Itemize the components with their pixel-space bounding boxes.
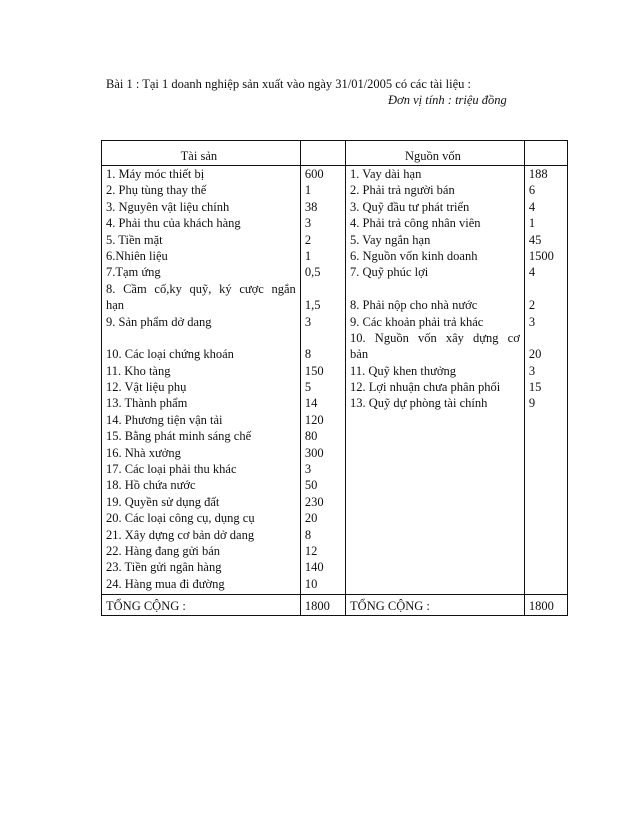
source-value (524, 428, 567, 444)
exercise-intro: Bài 1 : Tại 1 doanh nghiệp sản xuất vào ngày 31/01/2005 có các tài liệu : (106, 77, 471, 91)
source-name: 10. Nguồn vốn xây dựng cơ (346, 330, 525, 346)
asset-value: 2 (300, 232, 345, 248)
asset-value: 8 (300, 346, 345, 362)
source-value: 45 (524, 232, 567, 248)
source-name: 4. Phải trả công nhân viên (346, 215, 525, 231)
asset-value: 600 (300, 166, 345, 183)
asset-value: 3 (300, 461, 345, 477)
asset-value: 50 (300, 477, 345, 493)
table-row (102, 346, 568, 362)
source-value: 6 (524, 182, 567, 198)
table-row (102, 428, 568, 444)
header-asset-value (300, 141, 345, 166)
asset-name: hạn (102, 297, 301, 313)
source-name: 12. Lợi nhuận chưa phân phối (346, 379, 525, 395)
asset-value: 1 (300, 248, 345, 264)
table-row (102, 395, 568, 411)
source-value: 4 (524, 199, 567, 215)
table-row (102, 297, 568, 313)
source-name: 13. Quỹ dự phòng tài chính (346, 395, 525, 411)
asset-value: 150 (300, 363, 345, 379)
asset-value: 5 (300, 379, 345, 395)
table-row (102, 166, 568, 183)
source-value: 2 (524, 297, 567, 313)
unit-note: Đơn vị tính : triệu đồng (388, 93, 507, 107)
table-row (102, 527, 568, 543)
table-row (102, 314, 568, 330)
header-source-value (524, 141, 567, 166)
asset-value: 80 (300, 428, 345, 444)
asset-total-value: 1800 (300, 595, 345, 616)
asset-value: 230 (300, 494, 345, 510)
asset-name: 16. Nhà xưởng (102, 445, 301, 461)
header-assets: Tài sản (102, 141, 301, 166)
asset-total-label: TỔNG CỘNG : (102, 595, 301, 616)
asset-value: 3 (300, 314, 345, 330)
table-row (102, 494, 568, 510)
source-name: 3. Quỹ đầu tư phát triển (346, 199, 525, 215)
asset-name: 11. Kho tàng (102, 363, 301, 379)
source-value: 3 (524, 314, 567, 330)
table-row (102, 330, 568, 346)
source-name (346, 510, 525, 526)
source-value: 15 (524, 379, 567, 395)
asset-name: 23. Tiền gửi ngân hàng (102, 559, 301, 575)
source-name (346, 576, 525, 595)
source-value (524, 576, 567, 595)
asset-name: 9. Sản phẩm dở dang (102, 314, 301, 330)
asset-name: 21. Xây dựng cơ bản dở dang (102, 527, 301, 543)
asset-name: 2. Phụ tùng thay thế (102, 182, 301, 198)
table-row (102, 232, 568, 248)
asset-name: 18. Hồ chứa nước (102, 477, 301, 493)
source-value (524, 445, 567, 461)
table-row (102, 510, 568, 526)
source-name (346, 412, 525, 428)
asset-value: 1 (300, 182, 345, 198)
asset-name: 3. Nguyên vật liệu chính (102, 199, 301, 215)
table-row (102, 412, 568, 428)
table-row (102, 477, 568, 493)
asset-name: 7.Tạm ứng (102, 264, 301, 280)
source-name: bản (346, 346, 525, 362)
asset-value: 12 (300, 543, 345, 559)
source-name: 11. Quỹ khen thưởng (346, 363, 525, 379)
source-name (346, 559, 525, 575)
source-name: 9. Các khoản phải trả khác (346, 314, 525, 330)
table-row (102, 379, 568, 395)
source-value (524, 543, 567, 559)
table-row (102, 363, 568, 379)
source-name (346, 281, 525, 297)
table-row (102, 559, 568, 575)
asset-name: 15. Bằng phát minh sáng chế (102, 428, 301, 444)
table-header-row (102, 141, 568, 166)
asset-name: 10. Các loại chứng khoán (102, 346, 301, 362)
asset-name: 22. Hàng đang gửi bán (102, 543, 301, 559)
table-row (102, 461, 568, 477)
source-value: 9 (524, 395, 567, 411)
source-name: 2. Phải trả người bán (346, 182, 525, 198)
asset-name: 14. Phương tiện vận tải (102, 412, 301, 428)
asset-value: 8 (300, 527, 345, 543)
source-name (346, 494, 525, 510)
asset-value: 300 (300, 445, 345, 461)
asset-value: 1,5 (300, 297, 345, 313)
source-value: 188 (524, 166, 567, 183)
asset-name: 24. Hàng mua đi đường (102, 576, 301, 595)
header-sources: Nguồn vốn (346, 141, 525, 166)
table-row (102, 182, 568, 198)
source-value (524, 461, 567, 477)
asset-value: 140 (300, 559, 345, 575)
source-value (524, 527, 567, 543)
source-name: 6. Nguồn vốn kinh doanh (346, 248, 525, 264)
asset-value (300, 281, 345, 297)
source-name (346, 543, 525, 559)
source-value: 1 (524, 215, 567, 231)
source-value: 1500 (524, 248, 567, 264)
source-name (346, 477, 525, 493)
source-total-label: TỔNG CỘNG : (346, 595, 525, 616)
source-name: 1. Vay dài hạn (346, 166, 525, 183)
asset-name: 20. Các loại công cụ, dụng cụ (102, 510, 301, 526)
table-row (102, 248, 568, 264)
asset-name: 8. Cầm cố,ky quỹ, ký cược ngắn (102, 281, 301, 297)
asset-value (300, 330, 345, 346)
source-value (524, 477, 567, 493)
source-name: 8. Phải nộp cho nhà nước (346, 297, 525, 313)
asset-value: 20 (300, 510, 345, 526)
total-row (102, 595, 568, 616)
table-row (102, 576, 568, 595)
source-name (346, 461, 525, 477)
asset-value: 120 (300, 412, 345, 428)
source-name (346, 527, 525, 543)
source-total-value: 1800 (524, 595, 567, 616)
table-row (102, 199, 568, 215)
table-row (102, 281, 568, 297)
asset-name: 12. Vật liệu phụ (102, 379, 301, 395)
source-value: 20 (524, 346, 567, 362)
source-name (346, 428, 525, 444)
asset-name: 6.Nhiên liệu (102, 248, 301, 264)
source-name: 7. Quỹ phúc lợi (346, 264, 525, 280)
asset-value: 10 (300, 576, 345, 595)
asset-value: 3 (300, 215, 345, 231)
asset-value: 38 (300, 199, 345, 215)
table-row (102, 445, 568, 461)
table-row (102, 215, 568, 231)
source-value (524, 510, 567, 526)
asset-name: 19. Quyền sử dụng đất (102, 494, 301, 510)
source-value: 3 (524, 363, 567, 379)
table-row (102, 543, 568, 559)
asset-name: 13. Thành phẩm (102, 395, 301, 411)
source-value (524, 494, 567, 510)
source-name (346, 445, 525, 461)
asset-name (102, 330, 301, 346)
source-value (524, 330, 567, 346)
asset-name: 17. Các loại phải thu khác (102, 461, 301, 477)
balance-table (101, 140, 568, 616)
source-value (524, 412, 567, 428)
source-value (524, 559, 567, 575)
source-value (524, 281, 567, 297)
source-value: 4 (524, 264, 567, 280)
asset-name: 1. Máy móc thiết bị (102, 166, 301, 183)
asset-name: 5. Tiền mặt (102, 232, 301, 248)
asset-value: 14 (300, 395, 345, 411)
asset-name: 4. Phải thu của khách hàng (102, 215, 301, 231)
table-row (102, 264, 568, 280)
asset-value: 0,5 (300, 264, 345, 280)
source-name: 5. Vay ngắn hạn (346, 232, 525, 248)
